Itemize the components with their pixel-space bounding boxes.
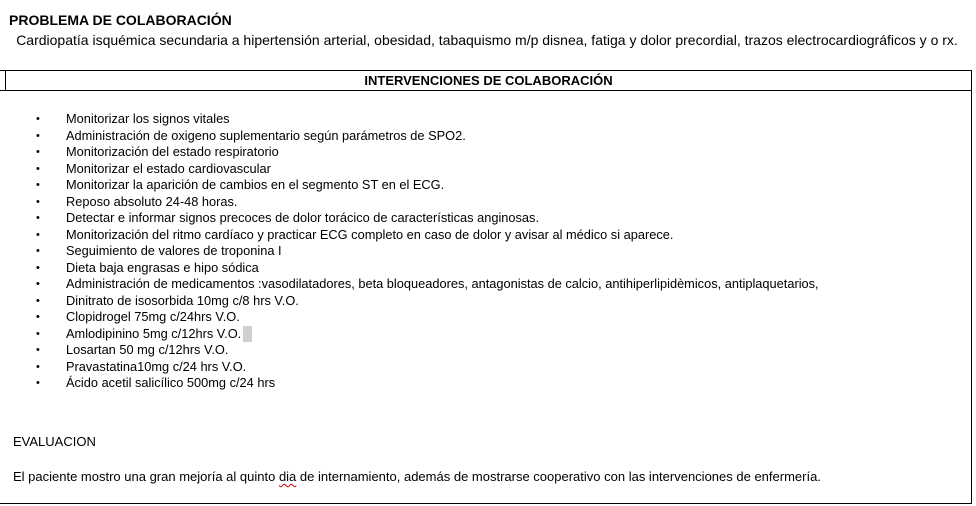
intervention-text[interactable]: Monitorización del ritmo cardíaco y practicar ECG completo en caso de dolor y avisar al médico si aparece. <box>66 226 674 242</box>
bullet-icon: • <box>36 113 40 125</box>
bullet-icon: • <box>36 228 40 241</box>
bullet-icon: • <box>36 327 40 340</box>
bullet-icon: • <box>36 146 40 158</box>
intervention-text[interactable]: Losartan 50 mg c/12hrs V.O. <box>66 342 229 357</box>
intervention-text[interactable]: Detectar e informar signos precoces de dolor torácico de características anginosas. <box>66 210 540 225</box>
problem-title: PROBLEMA DE COLABORACIÓN <box>9 12 232 28</box>
intervention-text[interactable]: Administración de medicamentos :vasodilatadores, beta bloqueadores, antagonistas de calcio, antihiperlipidèmicos, antiplaquetarios, <box>66 276 819 291</box>
bullet-icon: • <box>36 212 40 224</box>
evaluation-text-part-1: El paciente mostro una gran mejoría al quinto <box>13 469 279 484</box>
intervention-text[interactable]: Monitorizar los signos vitales <box>66 111 230 126</box>
evaluation-text-part-2: de internamiento, además de mostrarse cooperativo con las intervenciones de enfermería. <box>296 469 821 484</box>
bullet-icon: • <box>36 278 40 290</box>
intervention-text[interactable]: Dieta baja engrasas e hipo sódica <box>66 259 259 275</box>
intervention-text[interactable]: Monitorizar la aparición de cambios en el segmento ST en el ECG. <box>66 177 445 192</box>
intervention-text[interactable]: Ácido acetil salicílico 500mg c/24 hrs <box>66 375 276 390</box>
bullet-icon: • <box>36 129 40 142</box>
problem-description: Cardiopatía isquémica secundaria a hipertensión arterial, obesidad, tabaquismo m/p disnea, fatiga y dolor precordial, trazos electrocardiográficos y o rx. <box>16 32 958 48</box>
bullet-icon: • <box>36 179 40 191</box>
evaluation-text[interactable] <box>13 469 821 484</box>
text-selection-highlight <box>243 326 252 342</box>
bullet-icon: • <box>36 294 40 307</box>
bullet-icon: • <box>36 195 40 208</box>
bullet-icon: • <box>36 162 40 175</box>
bullet-icon: • <box>36 377 40 389</box>
intervention-text[interactable]: Administración de oxigeno suplementario según parámetros de SPO2. <box>66 127 466 143</box>
interventions-header: INTERVENCIONES DE COLABORACIÓN <box>364 73 613 88</box>
bullet-icon: • <box>36 261 40 274</box>
intervention-text[interactable]: Monitorizar el estado cardiovascular <box>66 160 271 176</box>
interventions-header-row <box>0 71 971 91</box>
intervention-text[interactable]: Monitorización del estado respiratorio <box>66 144 279 159</box>
intervention-text[interactable]: Clopidrogel 75mg c/24hrs V.O. <box>66 309 240 324</box>
bullet-icon: • <box>36 360 40 373</box>
intervention-text[interactable]: Pravastatina10mg c/24 hrs V.O. <box>66 358 247 374</box>
intervention-text[interactable]: Dinitrato de isosorbida 10mg c/8 hrs V.O. <box>66 292 299 308</box>
intervention-text[interactable]: Amlodipinino 5mg c/12hrs V.O. <box>66 326 252 343</box>
intervention-text[interactable]: Seguimiento de valores de troponina I <box>66 243 282 258</box>
bullet-icon: • <box>36 245 40 257</box>
evaluation-title: EVALUACION <box>13 434 96 449</box>
bullet-icon: • <box>36 311 40 323</box>
bullet-icon: • <box>36 344 40 356</box>
spellcheck-flagged-word[interactable]: dia <box>278 469 297 484</box>
intervention-text[interactable]: Reposo absoluto 24-48 horas. <box>66 193 238 209</box>
